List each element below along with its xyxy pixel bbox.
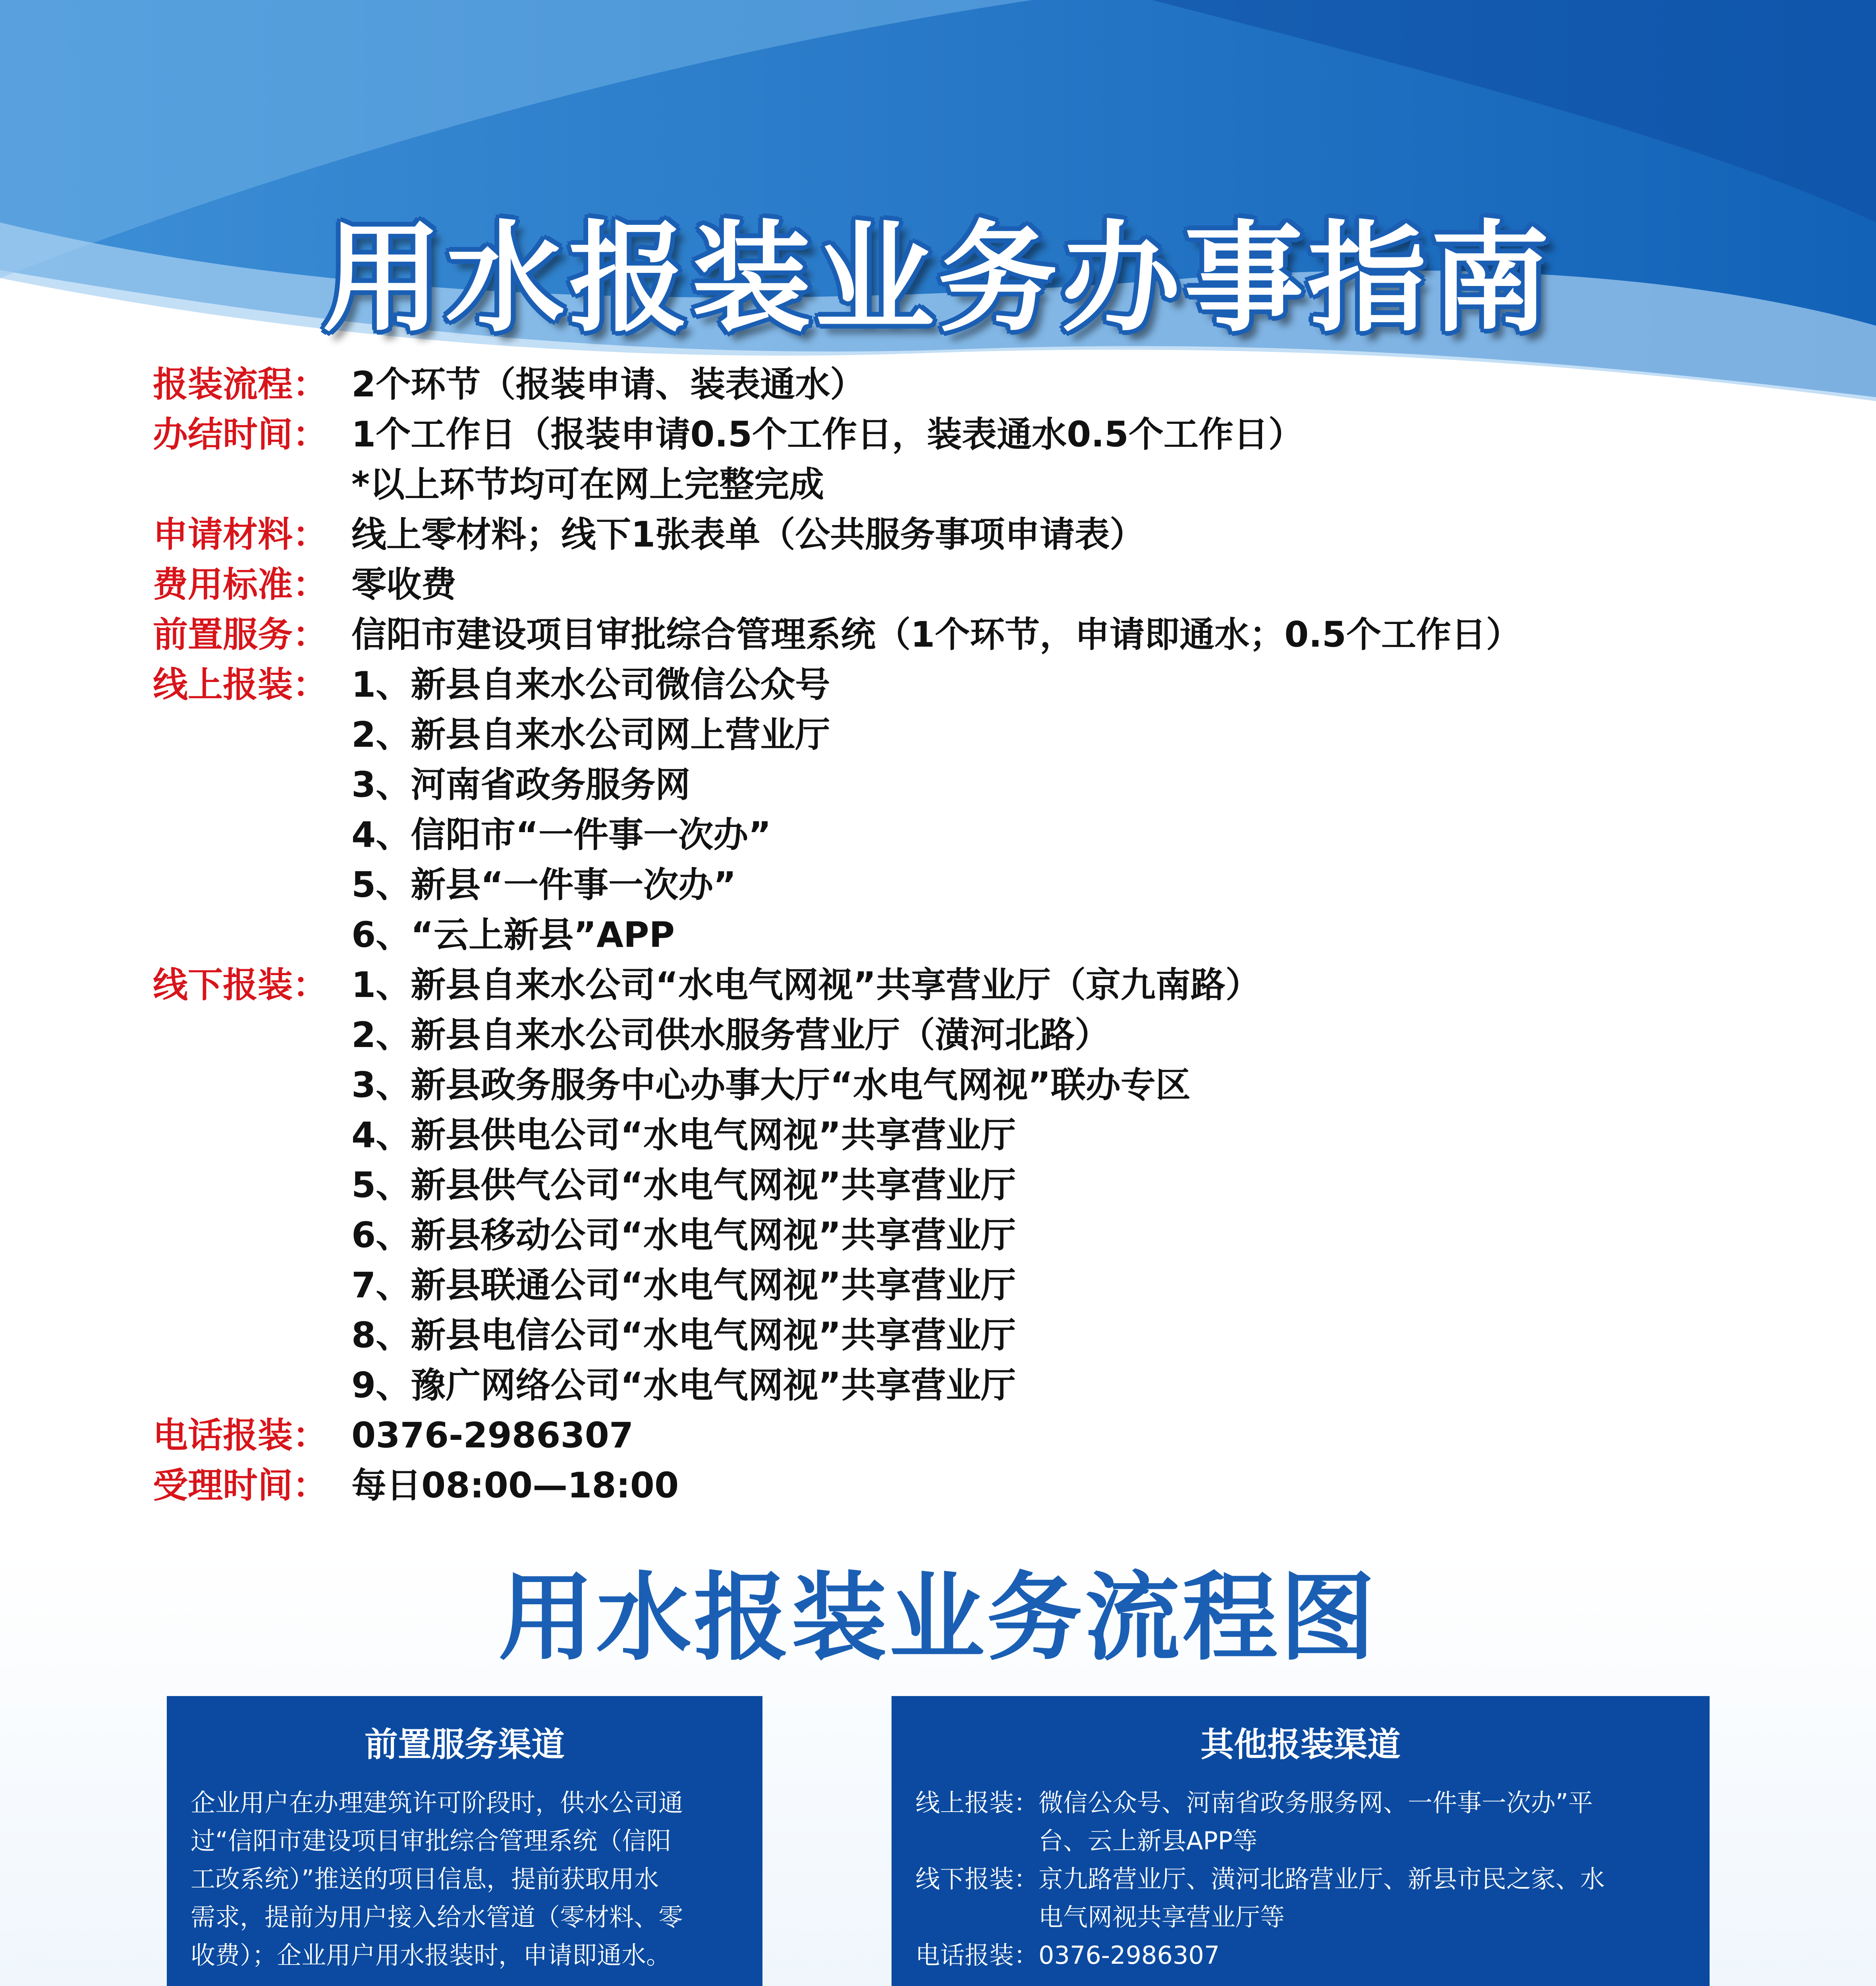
info-value: 信阳市建设项目审批综合管理系统（1个环节，申请即通水；0.5个工作日） bbox=[351, 614, 1521, 655]
info-value: 6、新县移动公司“水电气网视”共享营业厅 bbox=[351, 1215, 1016, 1256]
info-label: 费用标准： bbox=[153, 564, 328, 605]
info-value: 2个环节（报装申请、装表通水） bbox=[351, 364, 865, 405]
pre-service-line: 需求，提前为用户接入给水管道（零材料、零 bbox=[191, 1903, 683, 1932]
online-label: 线上报装： bbox=[915, 1788, 1039, 1817]
info-value: 每日08:00—18:00 bbox=[351, 1465, 679, 1506]
info-label: 前置服务： bbox=[153, 614, 328, 655]
flow-title: 用水报装业务流程图 bbox=[498, 1562, 1378, 1673]
info-value: 1、新县自来水公司微信公众号 bbox=[351, 664, 830, 705]
info-value: 1个工作日（报装申请0.5个工作日，装表通水0.5个工作日） bbox=[351, 414, 1304, 455]
info-value: 3、河南省政务服务网 bbox=[351, 764, 691, 805]
info-value: 零收费 bbox=[351, 564, 457, 605]
pre-service-line: 过“信阳市建设项目审批综合管理系统（信阳 bbox=[191, 1826, 672, 1855]
info-value: 5、新县“一件事一次办” bbox=[351, 864, 736, 905]
info-value: 9、豫广网络公司“水电气网视”共享营业厅 bbox=[351, 1365, 1016, 1406]
info-label: 线下报装： bbox=[153, 964, 328, 1005]
other-channels-box bbox=[892, 1696, 1710, 1986]
info-value: 8、新县电信公司“水电气网视”共享营业厅 bbox=[351, 1315, 1016, 1356]
info-label: 受理时间： bbox=[153, 1465, 328, 1506]
offline-line: 京九路营业厅、潢河北路营业厅、新县市民之家、水 bbox=[1038, 1864, 1605, 1893]
pre-service-box bbox=[167, 1696, 762, 1986]
info-value: *以上环节均可在网上完整完成 bbox=[351, 464, 824, 505]
online-line: 台、云上新县APP等 bbox=[1038, 1826, 1258, 1855]
page-title: 用水报装业务办事指南 bbox=[322, 209, 1554, 348]
info-label: 线上报装： bbox=[153, 664, 328, 705]
info-value: 7、新县联通公司“水电气网视”共享营业厅 bbox=[351, 1265, 1016, 1306]
offline-line: 电气网视共享营业厅等 bbox=[1038, 1903, 1285, 1932]
phone-label: 电话报装： bbox=[915, 1941, 1039, 1970]
offline-label: 线下报装： bbox=[915, 1864, 1039, 1893]
info-value: 线上零材料；线下1张表单（公共服务事项申请表） bbox=[351, 514, 1145, 555]
info-label: 申请材料： bbox=[153, 514, 328, 555]
info-value: 4、信阳市“一件事一次办” bbox=[351, 814, 771, 855]
online-line: 微信公众号、河南省政务服务网、一件事一次办”平 bbox=[1038, 1788, 1593, 1817]
info-value: 5、新县供气公司“水电气网视”共享营业厅 bbox=[351, 1165, 1016, 1206]
info-value: 4、新县供电公司“水电气网视”共享营业厅 bbox=[351, 1115, 1016, 1155]
info-value: 0376-2986307 bbox=[351, 1415, 634, 1456]
pre-service-line: 企业用户在办理建筑许可阶段时，供水公司通 bbox=[191, 1788, 683, 1817]
info-value: 1、新县自来水公司“水电气网视”共享营业厅（京九南路） bbox=[351, 964, 1260, 1005]
info-value: 2、新县自来水公司网上营业厅 bbox=[351, 714, 830, 755]
pre-service-line: 收费）；企业用户用水报装时，申请即通水。 bbox=[191, 1941, 671, 1970]
pre-service-title: 前置服务渠道 bbox=[364, 1725, 565, 1764]
pre-service-line: 工改系统）”推送的项目信息，提前获取用水 bbox=[191, 1864, 659, 1893]
info-label: 电话报装： bbox=[153, 1415, 328, 1456]
phone-number: 0376-2986307 bbox=[1038, 1941, 1220, 1970]
info-label: 办结时间： bbox=[153, 414, 328, 455]
info-label: 报装流程： bbox=[153, 364, 328, 405]
info-value: 2、新县自来水公司供水服务营业厅（潢河北路） bbox=[351, 1014, 1110, 1055]
other-channels-title: 其他报装渠道 bbox=[1200, 1725, 1401, 1764]
info-value: 3、新县政务服务中心办事大厅“水电气网视”联办专区 bbox=[351, 1064, 1191, 1105]
info-value: 6、“云上新县”APP bbox=[351, 914, 675, 955]
